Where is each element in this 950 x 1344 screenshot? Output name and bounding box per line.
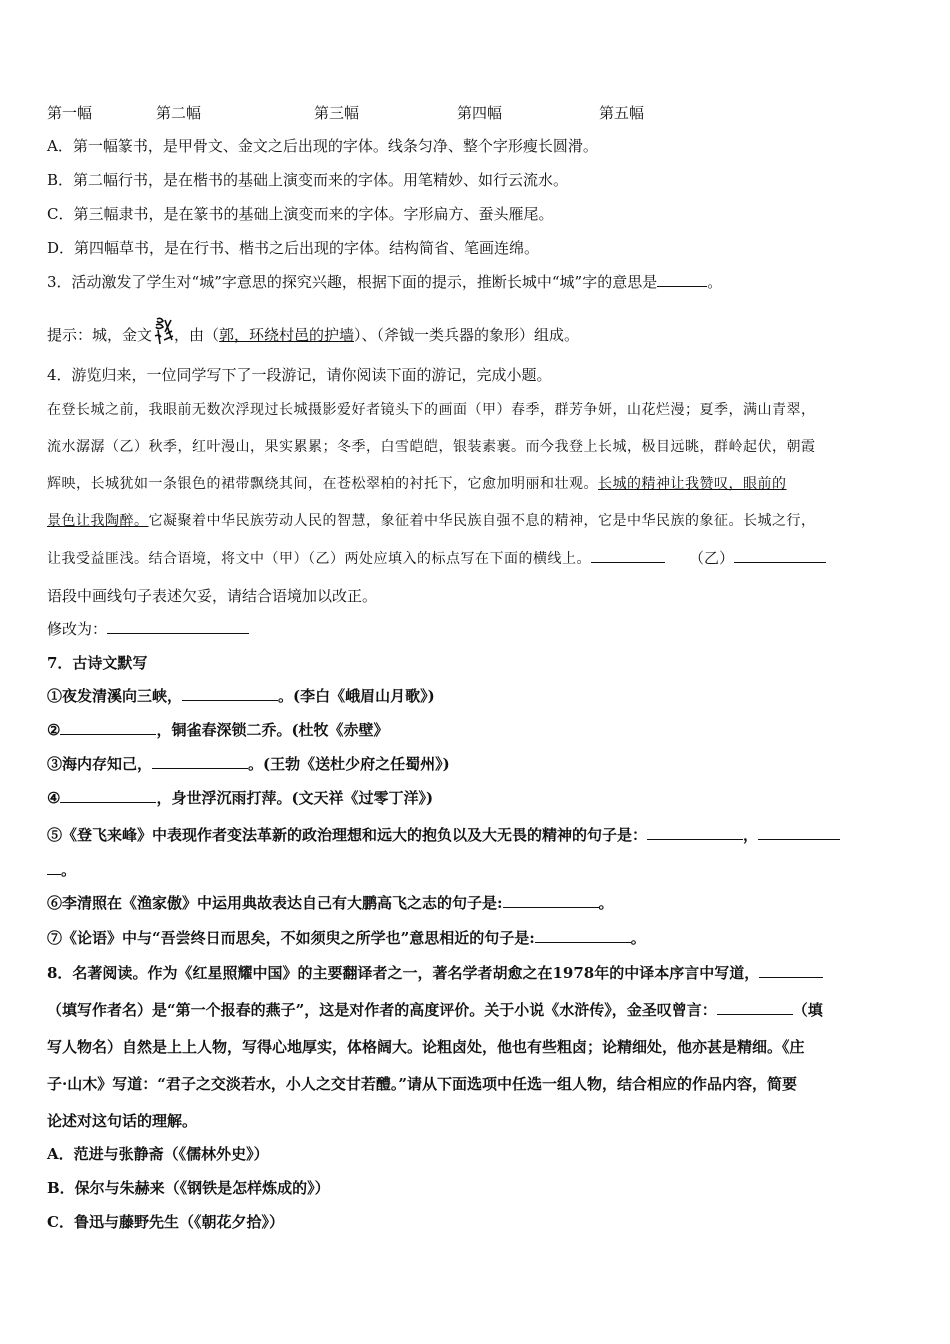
- q3-question: 3．活动激发了学生对“城”字意思的探究兴趣，根据下面的提示，推断长城中“城”字的意思是 。: [47, 273, 723, 291]
- poem-blank-1[interactable]: [182, 686, 278, 701]
- q8-line-1: 8．名著阅读。作为《红星照耀中国》的主要翻译者之一，著名学者胡愈之在1978年的中译本序言中写道，: [47, 963, 823, 983]
- label-first: 第一幅: [47, 104, 93, 122]
- poem-item-5-cont: 。: [47, 860, 76, 880]
- jinwen-cheng-glyph-icon: [152, 316, 174, 346]
- poem-blank-6[interactable]: [503, 893, 599, 908]
- q8-line-5: 论述对这句话的理解。: [47, 1112, 198, 1130]
- poem-item-1: ①夜发清溪向三峡， 。(李白《峨眉山月歌》): [47, 687, 435, 705]
- label-third: 第三幅: [314, 104, 360, 122]
- q4-intro: 4．游览归来，一位同学写下了一段游记，请你阅读下面的游记，完成小题。: [47, 366, 552, 384]
- poem-blank-3[interactable]: [152, 754, 248, 769]
- poem-item-2: ② ，铜雀春深锁二乔。(杜牧《赤壁》: [47, 721, 389, 739]
- travelogue-line-3: 辉映，长城犹如一条银色的裙带飘绕其间，在苍松翠柏的衬托下，它愈加明丽和壮观。长城的精神让我赞叹，眼前的: [47, 476, 787, 492]
- answer-blank[interactable]: [657, 272, 707, 287]
- poem-item-6: ⑥李清照在《渔家傲》中运用典故表达自己有大鹏高飞之志的句子是: 。: [47, 894, 614, 912]
- q2-option-d: D．第四幅草书，是在行书、楷书之后出现的字体。结构简省、笔画连绵。: [47, 239, 540, 257]
- poem-item-7: ⑦《论语》中与“吾尝终日而思矣，不如须臾之所学也”意思相近的句子是: 。: [47, 929, 646, 947]
- travelogue-line-5: 让我受益匪浅。结合语境，将文中（甲）（乙）两处应填入的标点写在下面的横线上。 （乙）: [47, 548, 826, 569]
- label-second: 第二幅: [156, 104, 202, 122]
- q4-revise-prompt: 语段中画线句子表述欠妥，请结合语境加以改正。: [47, 587, 378, 605]
- revise-blank[interactable]: [107, 619, 249, 634]
- travelogue-line-2: 流水潺潺（乙）秋季，红叶漫山，果实累累；冬季，白雪皑皑，银装素裹。而今我登上长城，极目远眺，群岭起伏，朝霞: [47, 439, 816, 455]
- label-fourth: 第四幅: [457, 104, 503, 122]
- blank-yi[interactable]: [734, 548, 826, 563]
- blank-jia[interactable]: [591, 548, 665, 563]
- q8-option-a: A．范进与张静斋（《儒林外史》）: [47, 1145, 269, 1163]
- q8-option-c: C．鲁迅与藤野先生（《朝花夕拾》）: [47, 1213, 284, 1231]
- poem-blank-4[interactable]: [60, 788, 156, 803]
- character-blank[interactable]: [717, 1000, 793, 1015]
- poem-item-4: ④ ，身世浮沉雨打萍。(文天祥《过零丁洋》): [47, 789, 434, 807]
- travelogue-line-1: 在登长城之前，我眼前无数次浮现过长城摄影爱好者镜头下的画面（甲）春季，群芳争妍，山花烂漫；夏季，满山青翠，: [47, 402, 816, 418]
- q8-line-4: 子·山木》写道：“君子之交淡若水，小人之交甘若醴。”请从下面选项中任选一组人物，结合相应的作品内容，简要: [47, 1075, 797, 1093]
- poem-item-3: ③海内存知己， 。(王勃《送杜少府之任蜀州》): [47, 755, 450, 773]
- label-fifth: 第五幅: [599, 104, 645, 122]
- author-blank[interactable]: [759, 963, 823, 978]
- q7-title: 7．古诗文默写: [47, 654, 148, 672]
- q3-hint: 提示：城，金文 ，由（郭，环绕村邑的护墙）、（斧钺一类兵器的象形）组成。: [47, 316, 579, 346]
- poem-item-5: ⑤《登飞来峰》中表现作者变法革新的政治理想和远大的抱负以及大无畏的精神的句子是： ，: [47, 825, 840, 845]
- travelogue-line-4: 景色让我陶醉。它凝聚着中华民族劳动人民的智慧，象征着中华民族自强不息的精神，它是中华民族的象征。长城之行，: [47, 513, 816, 529]
- q2-option-a: A．第一幅篆书，是甲骨文、金文之后出现的字体。线条匀净、整个字形瘦长圆滑。: [47, 137, 598, 155]
- poem-blank-7[interactable]: [535, 928, 631, 943]
- q8-line-2: （填写作者名）是“第一个报春的燕子”，这是对作者的高度评价。关于小说《水浒传》，金圣叹曾言： （填: [47, 1001, 823, 1019]
- q2-option-c: C．第三幅隶书，是在篆书的基础上演变而来的字体。字形扁方、蚕头雁尾。: [47, 205, 554, 223]
- poem-blank-5c[interactable]: [47, 860, 61, 875]
- poem-blank-5a[interactable]: [647, 825, 743, 840]
- q8-line-3: 写人物名）自然是上上人物，写得心地厚实，体格阔大。论粗卤处，他也有些粗卤；论精细处，他亦甚是精细。《庄: [47, 1038, 805, 1056]
- poem-blank-5b[interactable]: [758, 825, 840, 840]
- q2-option-b: B．第二幅行书，是在楷书的基础上演变而来的字体。用笔精妙、如行云流水。: [47, 171, 569, 189]
- poem-blank-2[interactable]: [60, 720, 156, 735]
- q8-option-b: B．保尔与朱赫来（《钢铁是怎样炼成的》）: [47, 1179, 330, 1197]
- q4-revise-line: 修改为：: [47, 619, 249, 639]
